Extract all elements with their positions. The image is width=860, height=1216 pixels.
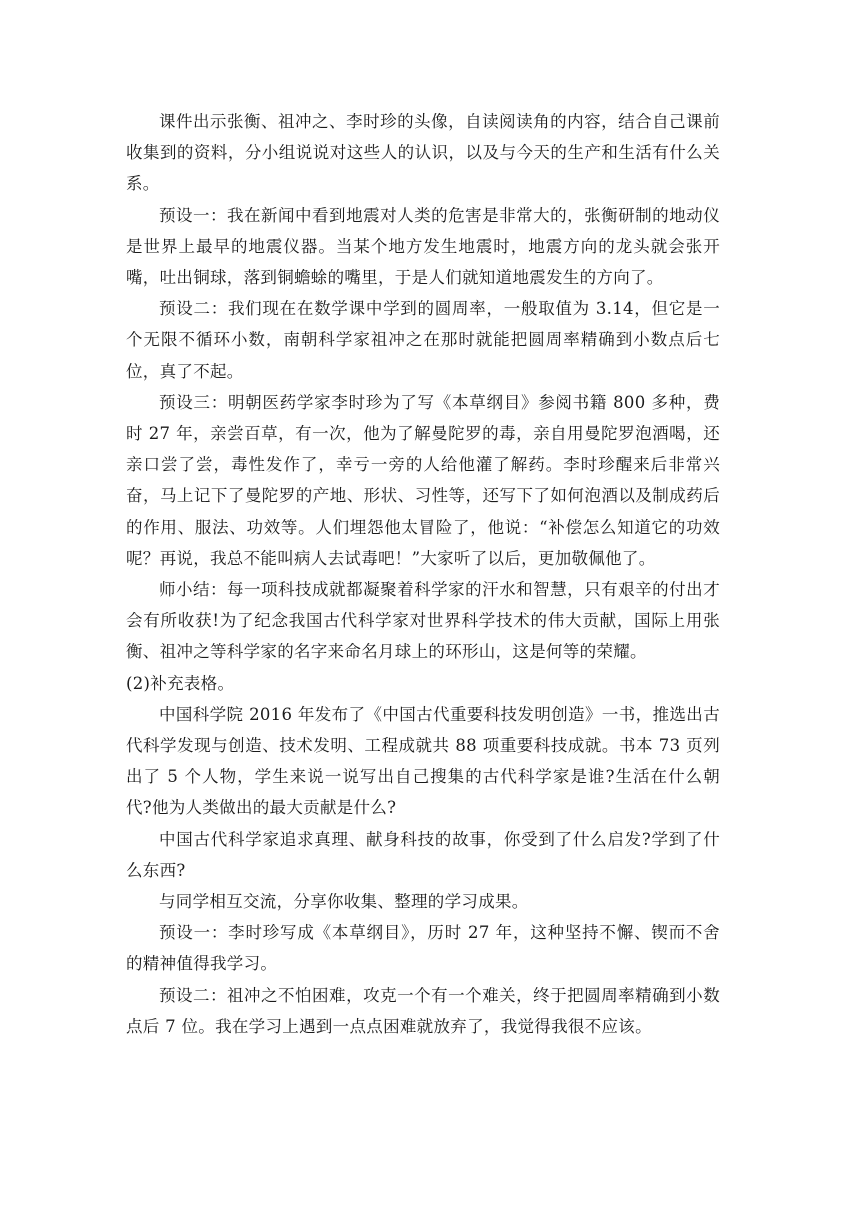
paragraph-preset-one-lishizhen: 预设一：李时珍写成《本草纲目》，历时 27 年，这种坚持不懈、锲而不舍的精神值得我学习。	[126, 923, 720, 974]
paragraph-share-results: 与同学相互交流，分享你收集、整理的学习成果。	[159, 892, 529, 912]
paragraph-preset-three-lishizhen: 预设三：明朝医药学家李时珍为了写《本草纲目》参阅书籍 800 多种，费时 27 年，亲尝百草，有一次，他为了解曼陀罗的毒，亲自用曼陀罗泡酒喝，还亲口尝了尝，毒性发作了，幸亏一旁的人给他灌了解药。李时珍醒来后非常兴奋，马上记下了曼陀罗的产地、形状、习性等，还写下了如何泡酒以及制成药后的作用、服法、功效等。人们埋怨他太冒险了，他说：“补偿怎么知道它的功效呢？再说，我总不能叫病人去试毒吧！”大家听了以后，更加敬佩他了。	[126, 392, 720, 568]
paragraph-inspiration-question: 中国古代科学家追求真理、献身科技的故事，你受到了什么启发?学到了什么东西?	[126, 829, 720, 880]
paragraph-courseware-intro: 课件出示张衡、祖冲之、李时珍的头像，自读阅读角的内容，结合自己课前收集到的资料，分小组说说对这些人的认识，以及与今天的生产和生活有什么关系。	[126, 112, 720, 194]
paragraph-preset-two-zuchongzhi-reflection: 预设二：祖冲之不怕困难，攻克一个有一个难关，终于把圆周率精确到小数点后 7 位。我在学习上遇到一点点困难就放弃了，我觉得我很不应该。	[126, 985, 720, 1036]
paragraph-academy-book: 中国科学院 2016 年发布了《中国古代重要科技发明创造》一书，推选出古代科学发现与创造、技术发明、工程成就共 88 项重要科技成就。书本 73 页列出了 5 个人物，学生来说一说写出自己搜集的古代科学家是谁?生活在什么朝代?他为人类做出的最大贡献是什么?	[126, 704, 720, 818]
paragraph-teacher-summary: 师小结：每一项科技成就都凝聚着科学家的汗水和智慧，只有艰辛的付出才会有所收获!为了纪念我国古代科学家对世界科学技术的伟大贡献，国际上用张衡、祖冲之等科学家的名字来命名月球上的环形山，这是何等的荣耀。	[126, 580, 720, 662]
paragraph-section-heading: (2)补充表格。	[126, 673, 235, 693]
document-body	[126, 106, 720, 1042]
paragraph-preset-two-zuchongzhi: 预设二：我们现在在数学课中学到的圆周率，一般取值为 3.14，但它是一个无限不循环小数，南朝科学家祖冲之在那时就能把圆周率精确到小数点后七位，真了不起。	[126, 299, 720, 381]
paragraph-preset-one-zhangheng: 预设一：我在新闻中看到地震对人类的危害是非常大的，张衡研制的地动仪是世界上最早的地震仪器。当某个地方发生地震时，地震方向的龙头就会张开嘴，吐出铜球，落到铜蟾蜍的嘴里，于是人们就知道地震发生的方向了。	[126, 205, 720, 288]
